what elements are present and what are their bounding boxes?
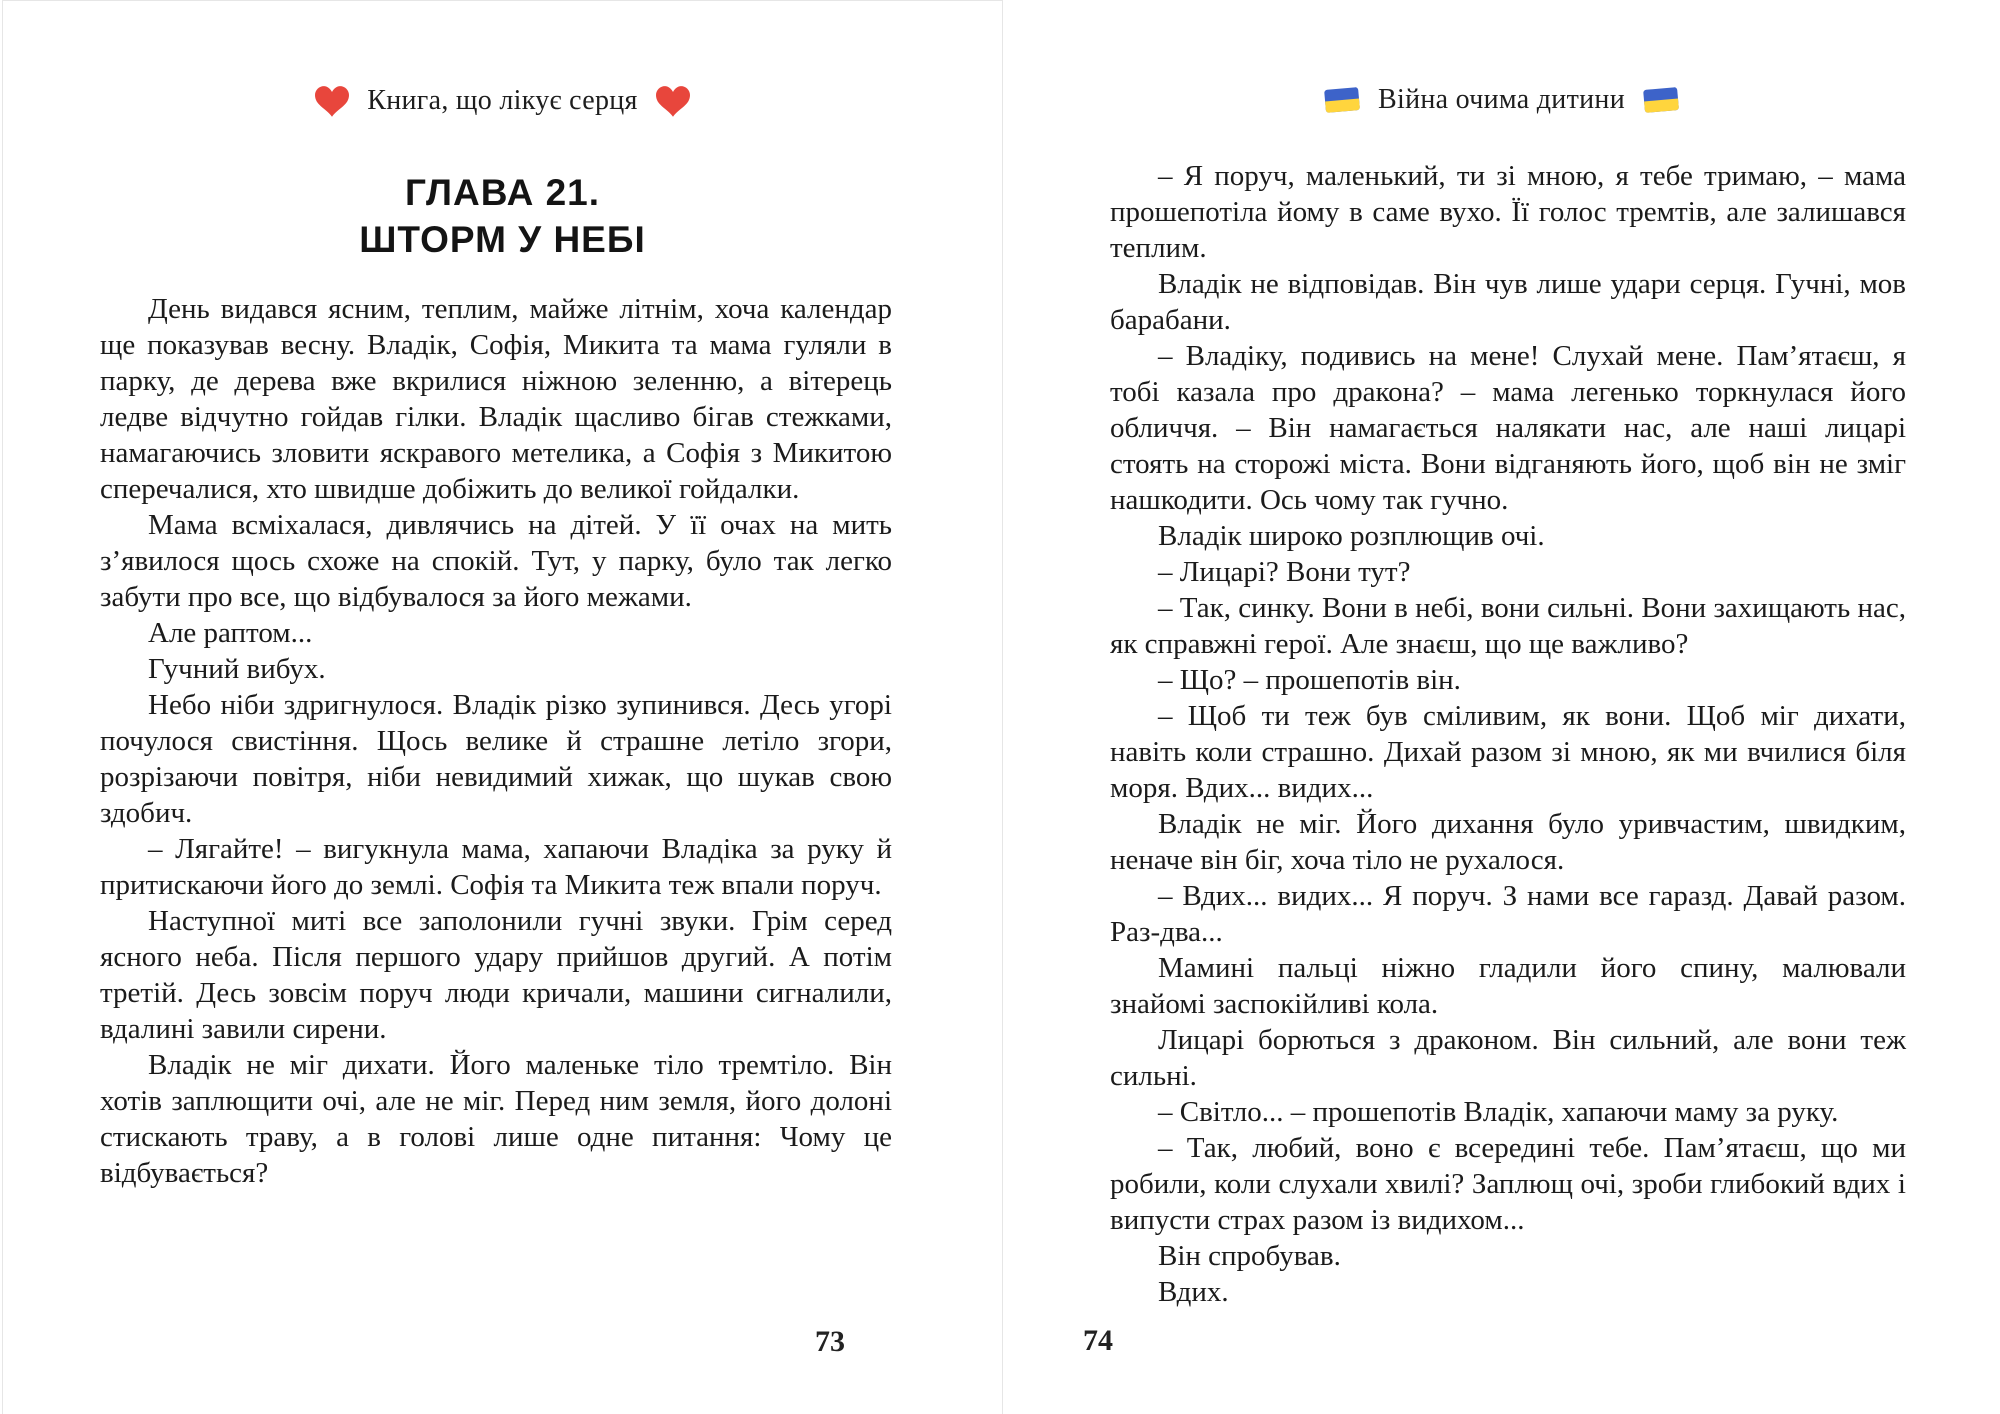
right-page-body <box>1110 158 1906 1310</box>
paragraph: Владік не відповідав. Він чув лише удари серця. Гучні, мов барабани. <box>1110 268 1906 336</box>
chapter-title-number: ГЛАВА 21. <box>404 172 601 213</box>
paragraph: Мамині пальці ніжно гладили його спину, малювали знайомі заспокійливі кола. <box>1110 952 1906 1020</box>
page-right <box>1003 0 2000 1414</box>
paragraph: Лицарі борються з драконом. Він сильний, але вони теж сильні. <box>1110 1024 1906 1092</box>
red-heart-icon <box>315 86 349 117</box>
chapter-title <box>3 169 1002 263</box>
right-page-number: 74 <box>1083 1324 1113 1357</box>
paragraph: Мама всміхалася, дивлячись на дітей. У її очах на мить з’явилося щось схоже на спокій. Тут, у парку, було так легко забути про все, що відбувалося за його межами. <box>100 509 892 613</box>
paragraph: День видався ясним, теплим, майже літнім, хоча календар ще показував весну. Владік, Софія, Микита та мама гуляли в парку, де дерева вже вкрилися ніжною зеленню, а вітерець ледве відчутно гойдав гілки. Владік щасливо бігав стежками, намагаючись зловити яскравого метелика, а Софія з Микитою сперечалися, хто швидше добіжить до великої гойдалки. <box>100 293 892 505</box>
right-header-title: Війна очима дитини <box>1378 84 1625 115</box>
paragraph: – Лицарі? Вони тут? <box>1158 556 1411 588</box>
left-page-number: 73 <box>815 1325 845 1358</box>
paragraph: Наступної миті все заполонили гучні звуки. Грім серед ясного неба. Після першого удару прийшов другий. А потім третій. Десь зовсім поруч люди кричали, машини сигналили, вдалині завили сирени. <box>100 905 892 1045</box>
paragraph: – Так, любий, воно є всередині тебе. Пам’ятаєш, що ми робили, коли слухали хвилі? Заплющ очі, зроби глибокий вдих і випусти страх разом із видихом... <box>1110 1132 1906 1236</box>
paragraph: Але раптом... <box>148 617 313 649</box>
paragraph: – Я поруч, маленький, ти зі мною, я тебе тримаю, – мама прошепотіла йому в саме вухо. Її голос тремтів, але залишався теплим. <box>1110 160 1906 264</box>
paragraph: Гучний вибух. <box>148 653 326 685</box>
paragraph: – Лягайте! – вигукнула мама, хапаючи Владіка за руку й притискаючи його до землі. Софія та Микита теж впали поруч. <box>100 833 892 901</box>
left-running-header <box>3 85 1002 117</box>
right-running-header <box>1003 84 2000 116</box>
paragraph: – Щоб ти теж був сміливим, як вони. Щоб міг дихати, навіть коли страшно. Дихай разом зі мною, як ми вчилися біля моря. Вдих... видих... <box>1110 700 1906 804</box>
paragraph: – Світло... – прошепотів Владік, хапаючи маму за руку. <box>1158 1096 1839 1128</box>
left-page-body <box>100 291 892 1191</box>
paragraph: Він спробував. <box>1158 1240 1341 1272</box>
paragraph: Вдих. <box>1158 1276 1229 1308</box>
chapter-title-name: ШТОРМ У НЕБІ <box>359 219 646 260</box>
left-header-title: Книга, що лікує серця <box>367 85 638 116</box>
paragraph: Владік не міг. Його дихання було уривчастим, швидким, неначе він біг, хоча тіло не рухалося. <box>1110 808 1906 876</box>
ukraine-flag-icon <box>1324 86 1360 114</box>
paragraph: – Що? – прошепотів він. <box>1158 664 1461 696</box>
page-left <box>2 0 1003 1414</box>
paragraph: Владік не міг дихати. Його маленьке тіло тремтіло. Він хотів заплющити очі, але не міг. Перед ним земля, його долоні стискають траву, а в голові лише одне питання: Чому це відбувається? <box>100 1049 892 1189</box>
paragraph: – Вдих... видих... Я поруч. З нами все гаразд. Давай разом. Раз-два... <box>1110 880 1906 948</box>
paragraph: – Владіку, подивись на мене! Слухай мене. Пам’ятаєш, я тобі казала про дракона? – мама легенько торкнулася його обличчя. – Він намагається налякати нас, але наші лицарі стоять на сторожі міста. Вони відганяють його, щоб він не зміг нашкодити. Ось чому так гучно. <box>1110 340 1906 516</box>
paragraph: Владік широко розплющив очі. <box>1158 520 1545 552</box>
red-heart-icon <box>656 86 690 117</box>
ukraine-flag-icon <box>1643 86 1679 114</box>
paragraph: Небо ніби здригнулося. Владік різко зупинився. Десь угорі почулося свистіння. Щось велике й страшне летіло згори, розрізаючи повітря, ніби невидимий хижак, що шукав свою здобич. <box>100 689 892 829</box>
paragraph: – Так, синку. Вони в небі, вони сильні. Вони захищають нас, як справжні герої. Але знаєш, що ще важливо? <box>1110 592 1906 660</box>
